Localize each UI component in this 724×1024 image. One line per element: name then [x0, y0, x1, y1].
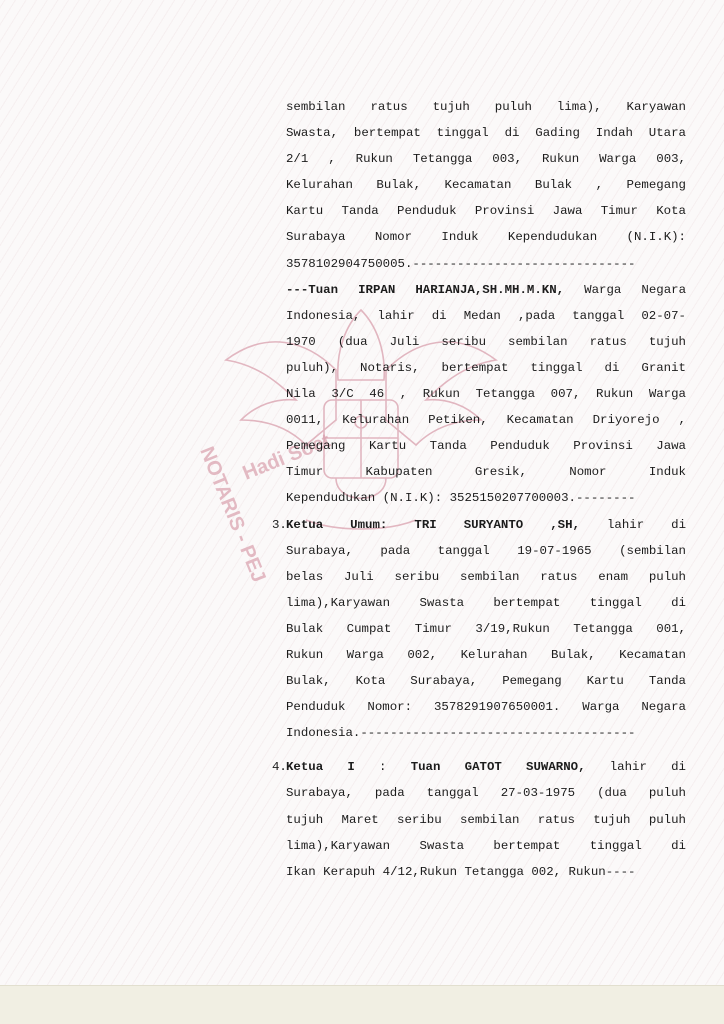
text-line: puluh), Notaris, bertempat tinggal di Granit — [286, 360, 686, 375]
text-line: 3578102904750005.------------------------------ — [286, 256, 636, 271]
svg-text:Hadi Soet: Hadi Soet — [239, 429, 334, 485]
text-line: Kartu Tanda Penduduk Provinsi Jawa Timur Kota — [286, 204, 686, 219]
list-item-number: 3. — [272, 517, 287, 532]
paragraph-gap — [286, 746, 686, 754]
text-line: 0011, Kelurahan Petiken, Kecamatan Driyorejo , — [286, 413, 686, 428]
text-line: Kelurahan Bulak, Kecamatan Bulak , Pemegang — [286, 178, 686, 193]
text-line: 1970 (dua Juli seribu sembilan ratus tujuh — [286, 334, 686, 349]
text-line: Surabaya, pada tanggal 19-07-1965 (sembilan — [286, 543, 686, 558]
text-line: Ikan Kerapuh 4/12,Rukun Tetangga 002, Rukun---- — [286, 864, 636, 879]
text-line: Indonesia, lahir di Medan ,pada tanggal 02-07- — [286, 308, 686, 323]
text-line: Bulak Cumpat Timur 3/19,Rukun Tetangga 001, — [286, 621, 686, 636]
text-line: Nila 3/C 46 , Rukun Tetangga 007, Rukun Warga — [286, 387, 686, 402]
text-line: Surabaya Nomor Induk Kependudukan (N.I.K): — [286, 230, 686, 245]
text-line: lima),Karyawan Swasta bertempat tinggal di — [286, 595, 686, 610]
paragraph — [272, 512, 687, 747]
text-line: Ketua I : Tuan GATOT SUWARNO, lahir di — [286, 760, 686, 775]
text-line: Kependudukan (N.I.K): 3525150207700003.-------- — [286, 491, 636, 506]
text-line: Indonesia.------------------------------------- — [286, 726, 636, 741]
paragraph — [286, 94, 686, 277]
text-line: Bulak, Kota Surabaya, Pemegang Kartu Tanda — [286, 674, 686, 689]
text-line: Penduduk Nomor: 3578291907650001. Warga Negara — [286, 700, 686, 715]
text-line: ---Tuan IRPAN HARIANJA,SH.MH.M.KN, Warga Negara — [286, 282, 686, 297]
text-line: 2/1 , Rukun Tetangga 003, Rukun Warga 003, — [286, 152, 686, 167]
text-line: Surabaya, pada tanggal 27-03-1975 (dua puluh — [286, 786, 686, 801]
text-line: Swasta, bertempat tinggal di Gading Indah Utara — [286, 126, 686, 141]
paragraph — [272, 754, 686, 884]
text-line: lima),Karyawan Swasta bertempat tinggal di — [286, 838, 686, 853]
text-line: Ketua Umum: TRI SURYANTO ,SH, lahir di — [286, 517, 687, 532]
page-bottom-edge — [0, 985, 724, 1024]
text-line: Pemegang Kartu Tanda Penduduk Provinsi Jawa — [286, 439, 686, 454]
text-line: sembilan ratus tujuh puluh lima), Karyawan — [286, 100, 686, 114]
text-line: Rukun Warga 002, Kelurahan Bulak, Kecamatan — [286, 647, 686, 662]
paragraph — [286, 277, 686, 512]
deed-body-text — [272, 94, 687, 885]
list-item-number: 4. — [272, 760, 287, 775]
text-line: Timur Kabupaten Gresik, Nomor Induk — [286, 465, 686, 480]
svg-text:NOTARIS - PEJ: NOTARIS - PEJ — [195, 443, 270, 586]
text-line: tujuh Maret seribu sembilan ratus tujuh puluh — [286, 812, 686, 827]
text-line: belas Juli seribu sembilan ratus enam puluh — [286, 569, 686, 584]
